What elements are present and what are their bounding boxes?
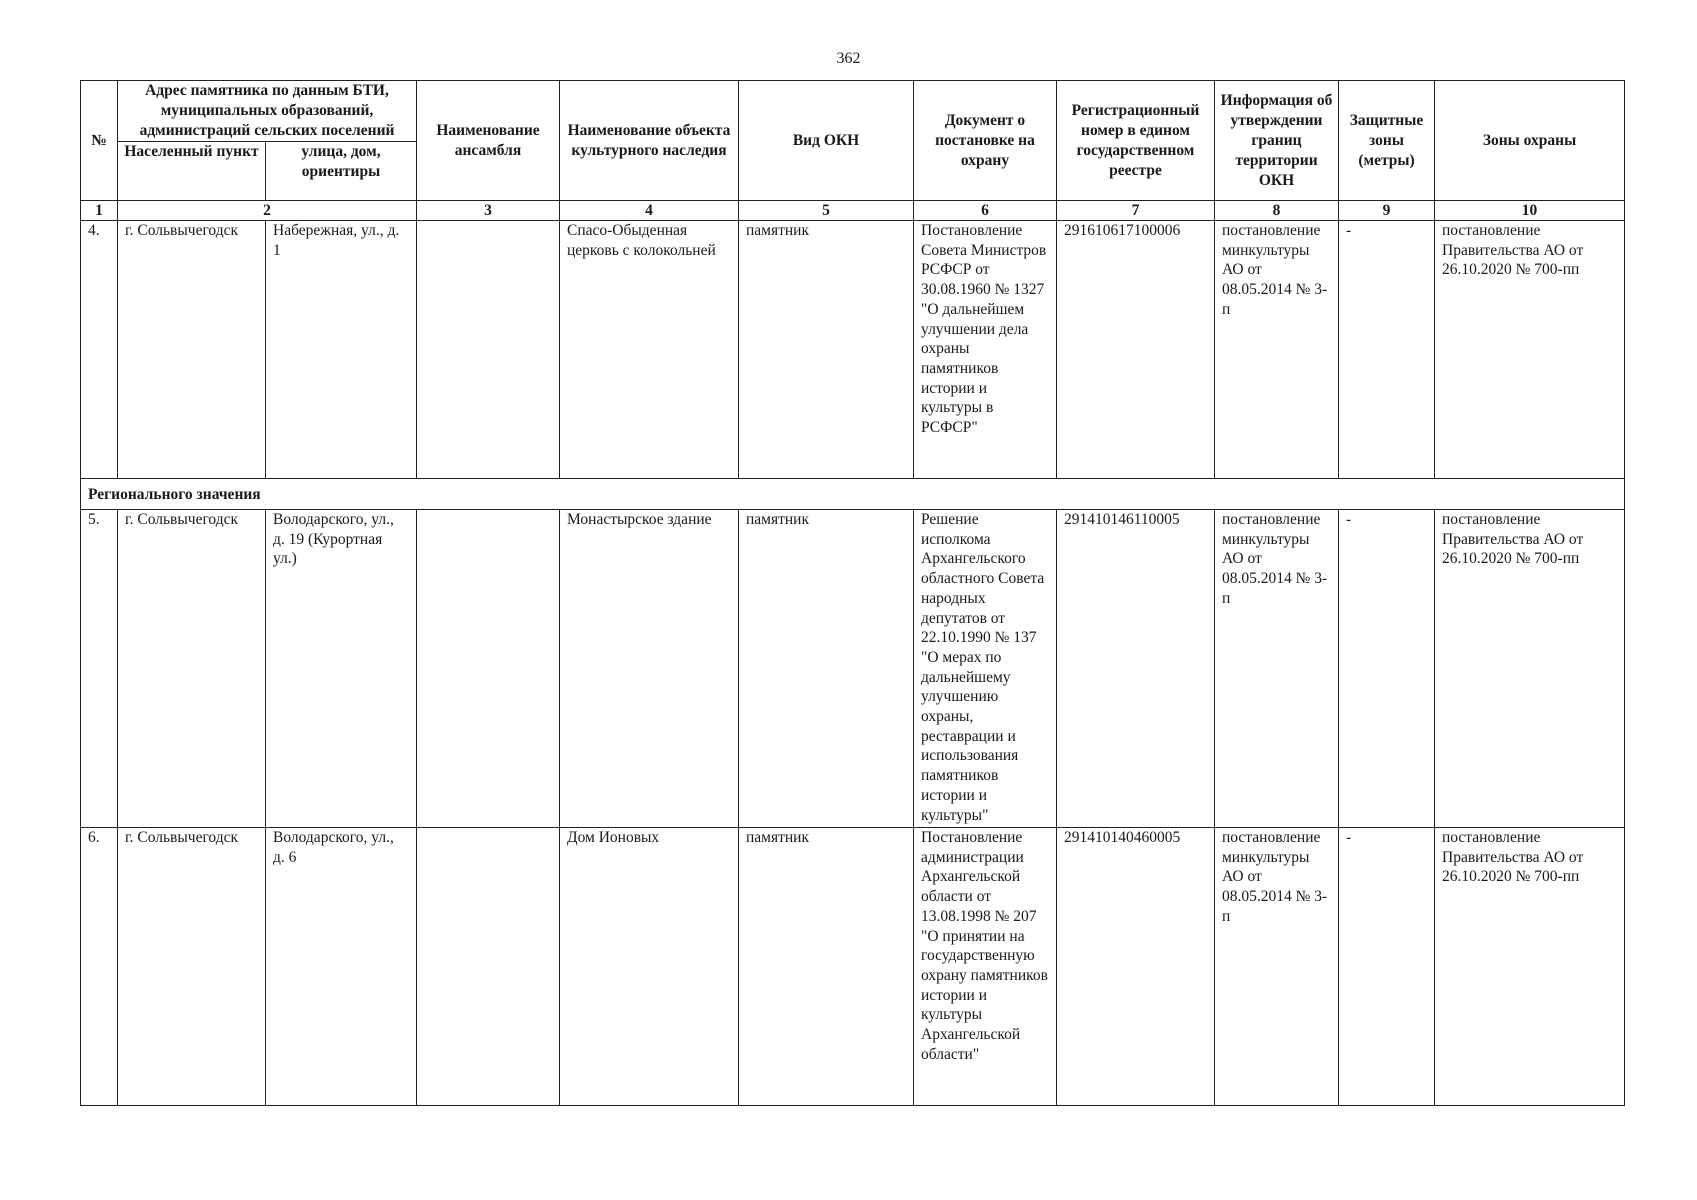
header-address-group: Адрес памятника по данным БТИ, муниципальных образований, администраций сельских поселений [118,81,417,142]
cell-object-name: Дом Ионовых [560,828,739,1106]
header-ensemble: Наименование ансамбля [417,81,560,201]
cell-protective-zones: - [1339,828,1435,1106]
header-boundaries-info: Информация об утверждении границ территории ОКН [1215,81,1339,201]
column-number: 8 [1215,201,1339,221]
header-street: улица, дом, ориентиры [266,142,417,201]
header-num: № [81,81,118,201]
column-number: 5 [739,201,914,221]
cell-reg-number: 291610617100006 [1057,221,1215,479]
cell-protective-zones: - [1339,221,1435,479]
column-number: 7 [1057,201,1215,221]
header-reg-number: Регистрационный номер в едином государственном реестре [1057,81,1215,201]
cell-settlement: г. Сольвычегодск [118,828,266,1106]
section-row [81,479,1625,510]
column-number: 4 [560,201,739,221]
column-number-row [81,201,1625,221]
cell-protection-doc: Постановление Совета Министров РСФСР от 30.08.1960 № 1327 "О дальнейшем улучшении дела охраны памятников истории и культуры в РСФСР" [914,221,1057,479]
page-number: 362 [836,50,861,67]
cell-reg-number: 291410140460005 [1057,828,1215,1106]
cell-security-zones: постановление Правительства АО от 26.10.2020 № 700-пп [1435,828,1625,1106]
cell-boundaries: постановление минкультуры АО от 08.05.2014 № 3-п [1215,510,1339,828]
cell-protection-doc: Решение исполкома Архангельского областного Совета народных депутатов от 22.10.1990 № 137 "О мерах по дальнейшему улучшению охраны, реставрации и использования памятников истории и культуры" [914,510,1057,828]
column-number: 10 [1435,201,1625,221]
cell-settlement: г. Сольвычегодск [118,510,266,828]
cell-reg-number: 291410146110005 [1057,510,1215,828]
cell-street: Володарского, ул., д. 6 [266,828,417,1106]
cell-ensemble [417,510,560,828]
column-number: 1 [81,201,118,221]
cell-ensemble [417,221,560,479]
heritage-registry-table [80,80,1625,1106]
cell-okn-type: памятник [739,828,914,1106]
header-object-name: Наименование объекта культурного наследия [560,81,739,201]
section-title: Регионального значения [81,479,1625,510]
cell-num: 5. [81,510,118,828]
table-row [81,828,1625,1106]
header-settlement: Населенный пункт [118,142,266,201]
cell-num: 6. [81,828,118,1106]
column-number: 9 [1339,201,1435,221]
column-number: 2 [118,201,417,221]
cell-protective-zones: - [1339,510,1435,828]
cell-street: Володарского, ул., д. 19 (Курортная ул.) [266,510,417,828]
cell-okn-type: памятник [739,510,914,828]
cell-object-name: Монастырское здание [560,510,739,828]
header-security-zones: Зоны охраны [1435,81,1625,201]
cell-security-zones: постановление Правительства АО от 26.10.2020 № 700-пп [1435,221,1625,479]
cell-protection-doc: Постановление администрации Архангельской области от 13.08.1998 № 207 "О принятии на государственную охрану памятников истории и культуры Архангельской области" [914,828,1057,1106]
table-row [81,510,1625,828]
cell-street: Набережная, ул., д. 1 [266,221,417,479]
column-number: 3 [417,201,560,221]
column-number: 6 [914,201,1057,221]
cell-boundaries: постановление минкультуры АО от 08.05.2014 № 3-п [1215,221,1339,479]
cell-okn-type: памятник [739,221,914,479]
cell-ensemble [417,828,560,1106]
table-row [81,221,1625,479]
cell-object-name: Спасо-Обыденная церковь с колокольней [560,221,739,479]
header-protection-doc: Документ о постановке на охрану [914,81,1057,201]
cell-settlement: г. Сольвычегодск [118,221,266,479]
header-protective-zones: Защитные зоны (метры) [1339,81,1435,201]
cell-security-zones: постановление Правительства АО от 26.10.2020 № 700-пп [1435,510,1625,828]
cell-num: 4. [81,221,118,479]
cell-boundaries: постановление минкультуры АО от 08.05.2014 № 3-п [1215,828,1339,1106]
header-okn-type: Вид ОКН [739,81,914,201]
header-row [81,81,1625,142]
